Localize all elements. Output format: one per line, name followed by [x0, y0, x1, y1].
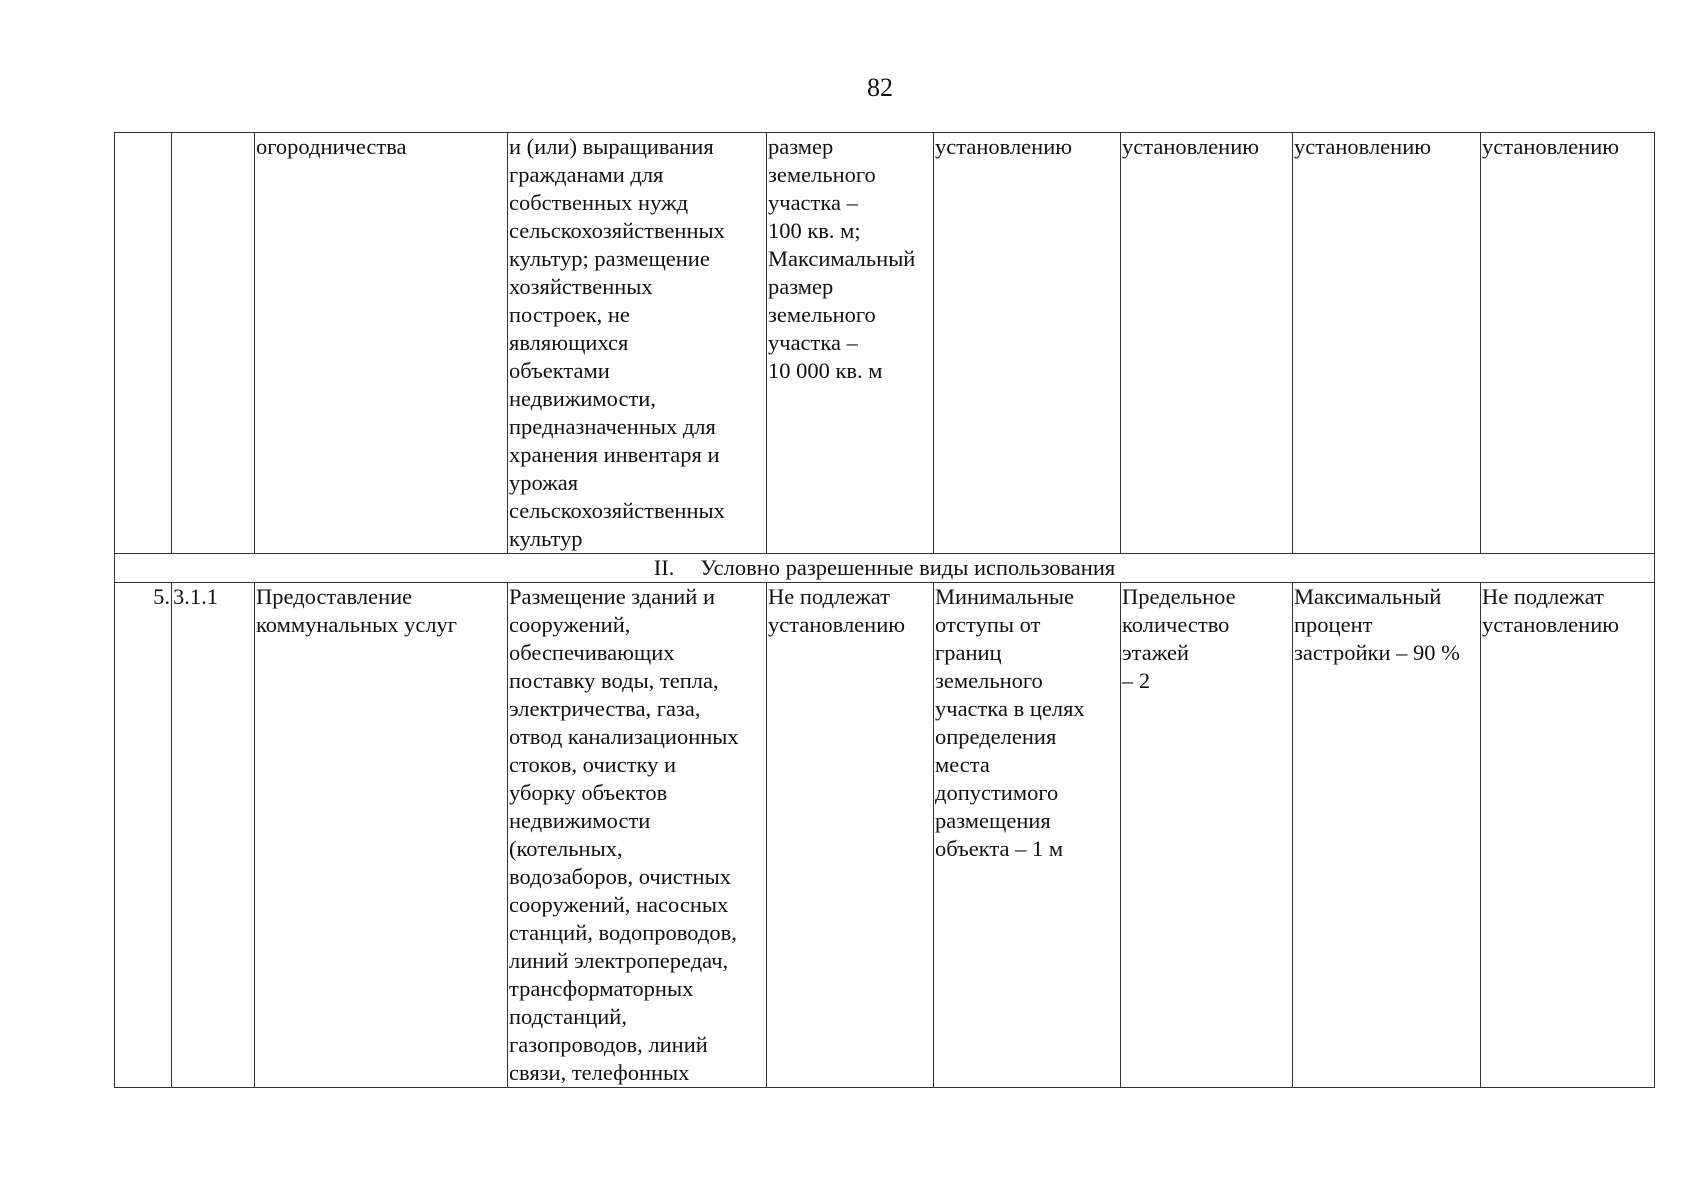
code-cell: 3.1.1: [172, 583, 255, 1088]
use-description-cell: Размещение зданий и сооружений, обеспечивающих поставку воды, тепла, электричества, газа, отвод канализационных стоков, очистку и уборку объектов недвижимости (котельных, водозаборов, очистных сооружений, насосных станций, водопроводов, линий электропередач, трансформаторных подстанций, газопроводов, линий связи, телефонных: [508, 583, 767, 1088]
section-header-row: [115, 554, 1655, 583]
row-number-cell: 5.: [115, 583, 172, 1088]
section-heading: [115, 554, 1655, 583]
other-params-cell: Не подлежат установлению: [1481, 583, 1655, 1088]
table-row-5: [115, 583, 1655, 1088]
section-number: II.: [653, 555, 675, 580]
use-name-cell: Предоставление коммунальных услуг: [255, 583, 508, 1088]
row-number-cell: [115, 133, 172, 554]
use-name-cell: огородничества: [255, 133, 508, 554]
use-description-cell: и (или) выращивания гражданами для собственных нужд сельскохозяйственных культур; размещение хозяйственных построек, не являющихся объектами недвижимости, предназначенных для хранения инвентаря и урожая сельскохозяйственных культур: [508, 133, 767, 554]
coverage-cell: Максимальный процент застройки – 90 %: [1293, 583, 1481, 1088]
page-number: 82: [867, 73, 893, 102]
zoning-regulations-table: [114, 132, 1655, 1088]
coverage-cell: установлению: [1293, 133, 1481, 554]
plot-size-cell: размер земельного участка – 100 кв. м; Максимальный размер земельного участка – 10 000 кв. м: [767, 133, 934, 554]
floors-cell: установлению: [1121, 133, 1293, 554]
floors-cell: Предельное количество этажей – 2: [1121, 583, 1293, 1088]
code-cell: [172, 133, 255, 554]
plot-size-cell: Не подлежат установлению: [767, 583, 934, 1088]
other-params-cell: установлению: [1481, 133, 1655, 554]
setbacks-cell: Минимальные отступы от границ земельного участка в целях определения места допустимого размещения объекта – 1 м: [934, 583, 1121, 1088]
setbacks-cell: установлению: [934, 133, 1121, 554]
section-title: Условно разрешенные виды использования: [700, 555, 1116, 580]
table-row-continued: [115, 133, 1655, 554]
